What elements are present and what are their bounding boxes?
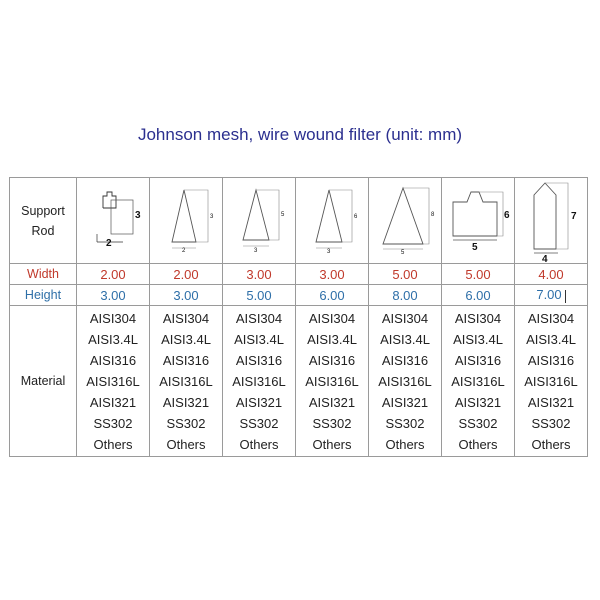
material-item: AISI316 <box>381 352 429 368</box>
profile-cell-5 <box>442 178 515 264</box>
material-cell <box>296 306 369 457</box>
material-item: AISI316L <box>86 373 140 389</box>
material-item: AISI304 <box>235 310 283 326</box>
material-list <box>515 308 587 455</box>
material-item: Others <box>531 436 571 452</box>
material-item: Others <box>93 436 133 452</box>
material-item: Others <box>312 436 352 452</box>
material-cell <box>77 306 150 457</box>
profile-cell-1 <box>150 178 223 264</box>
shape-width-label-6: 4 <box>542 253 548 265</box>
t-notch-profile-diagram <box>83 186 143 256</box>
width-value: 5.00 <box>369 264 442 285</box>
height-value: 8.00 <box>369 285 442 306</box>
material-item: AISI3.4L <box>234 331 284 347</box>
material-cell <box>515 306 588 457</box>
material-item: AISI321 <box>89 394 137 410</box>
material-item: AISI316L <box>232 373 286 389</box>
material-item: Others <box>239 436 279 452</box>
material-list <box>223 308 295 455</box>
shape-height-label-2: 5 <box>281 211 285 218</box>
spec-table <box>9 177 588 457</box>
shape-height-label-6: 7 <box>571 210 577 222</box>
support-rod-label-line1: Support <box>21 203 65 218</box>
height-value-cell-last <box>515 285 588 306</box>
material-item: Others <box>385 436 425 452</box>
material-item: AISI3.4L <box>307 331 357 347</box>
material-item: SS302 <box>239 415 279 431</box>
shape-height-label-4: 8 <box>431 211 435 218</box>
height-value: 3.00 <box>150 285 223 306</box>
profile-cell-0 <box>77 178 150 264</box>
height-value: 6.00 <box>296 285 369 306</box>
material-item: AISI304 <box>527 310 575 326</box>
height-label: Height <box>10 285 77 306</box>
material-item: AISI304 <box>454 310 502 326</box>
material-item: AISI304 <box>381 310 429 326</box>
material-item: AISI3.4L <box>453 331 503 347</box>
height-row <box>10 285 588 306</box>
material-cell <box>150 306 223 457</box>
material-item: AISI3.4L <box>161 331 211 347</box>
material-item: SS302 <box>458 415 498 431</box>
material-item: AISI321 <box>527 394 575 410</box>
width-value: 5.00 <box>442 264 515 285</box>
pentagon-profile-diagram <box>518 179 584 263</box>
material-item: AISI316 <box>89 352 137 368</box>
text-cursor <box>565 290 566 303</box>
material-item: AISI3.4L <box>88 331 138 347</box>
material-item: AISI316L <box>378 373 432 389</box>
material-item: AISI321 <box>235 394 283 410</box>
material-cell <box>369 306 442 457</box>
shape-width-label-5: 5 <box>472 241 478 253</box>
material-item: SS302 <box>93 415 133 431</box>
support-rod-row <box>10 178 588 264</box>
material-item: AISI316 <box>162 352 210 368</box>
shape-width-label-4: 5 <box>401 249 405 256</box>
width-row <box>10 264 588 285</box>
material-item: AISI316 <box>454 352 502 368</box>
width-value: 2.00 <box>150 264 223 285</box>
material-item: AISI316L <box>159 373 213 389</box>
shape-width-label-2: 3 <box>254 247 258 254</box>
triangle-profile-diagram <box>302 186 362 256</box>
material-item: AISI321 <box>381 394 429 410</box>
material-cell <box>223 306 296 457</box>
profile-cell-4 <box>369 178 442 264</box>
material-item: AISI321 <box>454 394 502 410</box>
material-list <box>150 308 222 455</box>
page-title: Johnson mesh, wire wound filter (unit: mm) <box>137 125 463 144</box>
width-value: 3.00 <box>296 264 369 285</box>
material-list <box>369 308 441 455</box>
material-item: SS302 <box>531 415 571 431</box>
material-item: SS302 <box>166 415 206 431</box>
material-item: AISI316L <box>524 373 578 389</box>
material-item: AISI316L <box>305 373 359 389</box>
shape-height-label-0: 3 <box>135 209 141 221</box>
material-list <box>442 308 514 455</box>
material-item: SS302 <box>385 415 425 431</box>
triangle-profile-diagram <box>373 186 437 256</box>
shape-width-label-3: 3 <box>327 248 331 255</box>
triangle-profile-diagram <box>229 186 289 256</box>
width-value: 3.00 <box>223 264 296 285</box>
width-label: Width <box>10 264 77 285</box>
keystone-profile-diagram <box>445 186 511 256</box>
material-item: Others <box>166 436 206 452</box>
material-item: AISI316 <box>308 352 356 368</box>
support-rod-label-line2: Rod <box>31 223 55 238</box>
material-list <box>77 308 149 455</box>
profile-cell-2 <box>223 178 296 264</box>
shape-width-label-1: 2 <box>182 247 186 254</box>
material-item: AISI3.4L <box>380 331 430 347</box>
material-item: SS302 <box>312 415 352 431</box>
width-value: 4.00 <box>515 264 588 285</box>
material-item: AISI321 <box>308 394 356 410</box>
material-row <box>10 306 588 457</box>
height-value: 3.00 <box>77 285 150 306</box>
shape-height-label-3: 6 <box>354 213 358 220</box>
triangle-profile-diagram <box>156 186 216 256</box>
support-rod-label <box>10 178 77 264</box>
material-list <box>296 308 368 455</box>
height-value: 7.00 <box>536 287 562 303</box>
material-item: Others <box>458 436 498 452</box>
material-item: AISI316 <box>527 352 575 368</box>
material-item: AISI304 <box>162 310 210 326</box>
material-item: AISI3.4L <box>526 331 576 347</box>
material-item: AISI316 <box>235 352 283 368</box>
shape-width-label-0: 2 <box>106 237 112 249</box>
material-item: AISI304 <box>89 310 137 326</box>
material-cell <box>442 306 515 457</box>
width-value: 2.00 <box>77 264 150 285</box>
material-label: Material <box>10 306 77 457</box>
material-item: AISI304 <box>308 310 356 326</box>
material-item: AISI321 <box>162 394 210 410</box>
profile-cell-6 <box>515 178 588 264</box>
height-value: 6.00 <box>442 285 515 306</box>
shape-height-label-1: 3 <box>210 213 214 220</box>
height-value: 5.00 <box>223 285 296 306</box>
shape-height-label-5: 6 <box>504 209 510 221</box>
material-item: AISI316L <box>451 373 505 389</box>
profile-cell-3 <box>296 178 369 264</box>
